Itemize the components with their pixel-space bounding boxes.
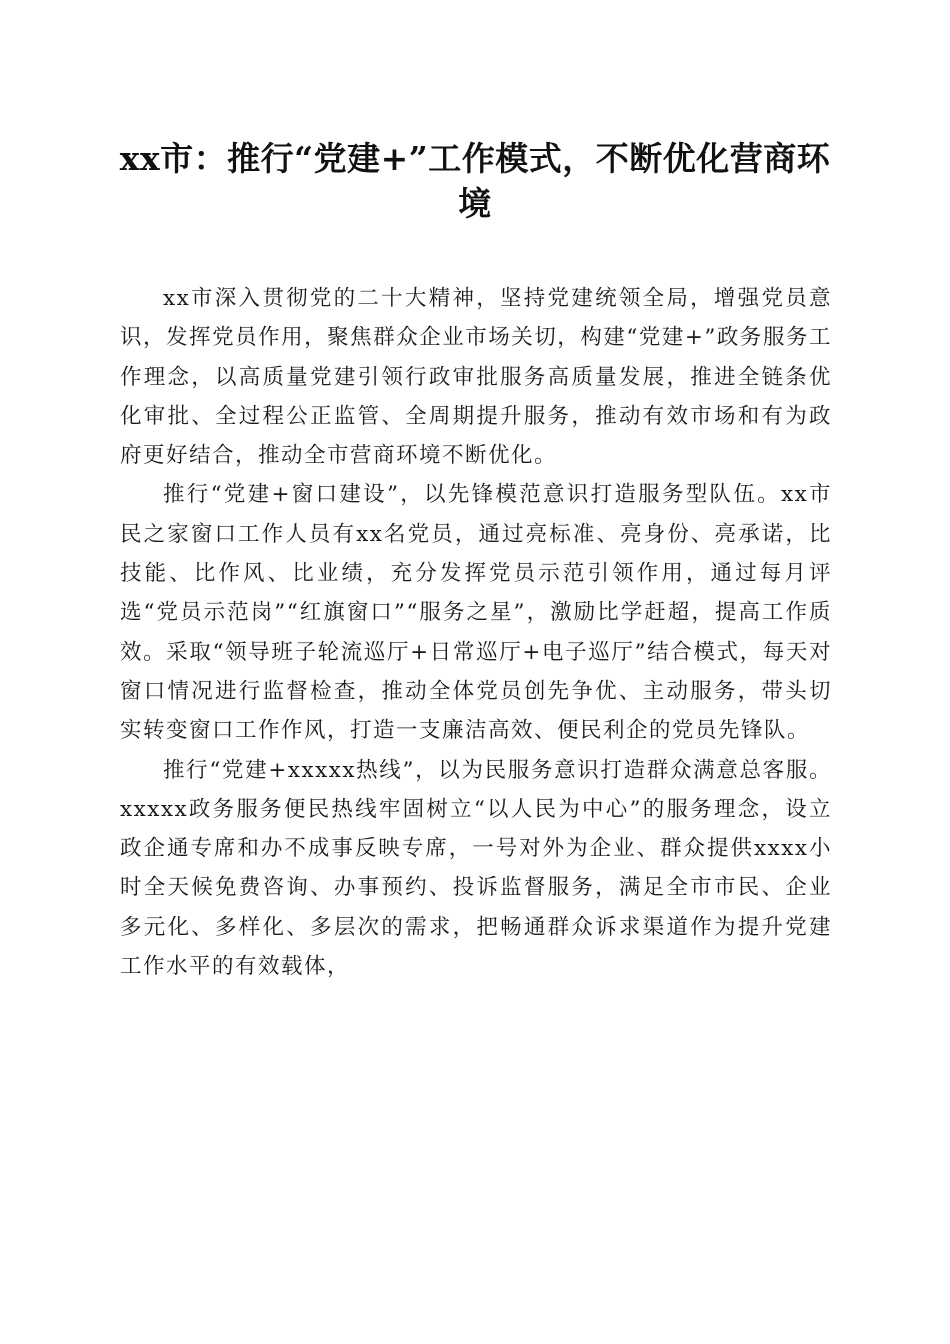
document-title: xx市：推行“党建+”工作模式，不断优化营商环境 <box>119 139 831 223</box>
paragraph-hotline: 推行“党建+xxxxx热线”，以为民服务意识打造群众满意总客服。xxxxx政务服务便民热线牢固树立“以人民为中心”的服务理念，设立政企通专席和办不成事反映专席，一号对外为企业、群众提供xxxx小时全天候免费咨询、办事预约、投诉监督服务，满足全市市民、企业多元化、多样化、多层次的需求，把畅通群众诉求渠道作为提升党建工作水平的有效载体， <box>120 757 832 980</box>
paragraph-intro: xx市深入贯彻党的二十大精神，坚持党建统领全局，增强党员意识，发挥党员作用，聚焦群众企业市场关切，构建“党建+”政务服务工作理念，以高质量党建引领行政审批服务高质量发展，推进全链条优化审批、全过程公正监管、全周期提升服务，推动有效市场和有为政府更好结合，推动全市营商环境不断优化。 <box>120 286 832 469</box>
paragraph-window-building: 推行“党建+窗口建设”，以先锋模范意识打造服务型队伍。xx市民之家窗口工作人员有xx名党员，通过亮标准、亮身份、亮承诺，比技能、比作风、比业绩，充分发挥党员示范引领作用，通过每月评选“党员示范岗”“红旗窗口”“服务之星”，激励比学赶超，提高工作质效。采取“领导班子轮流巡厅+日常巡厅+电子巡厅”结合模式，每天对窗口情况进行监督检查，推动全体党员创先争优、主动服务，带头切实转变窗口工作作风，打造一支廉洁高效、便民利企的党员先锋队。 <box>120 482 832 744</box>
document-body <box>120 279 832 986</box>
